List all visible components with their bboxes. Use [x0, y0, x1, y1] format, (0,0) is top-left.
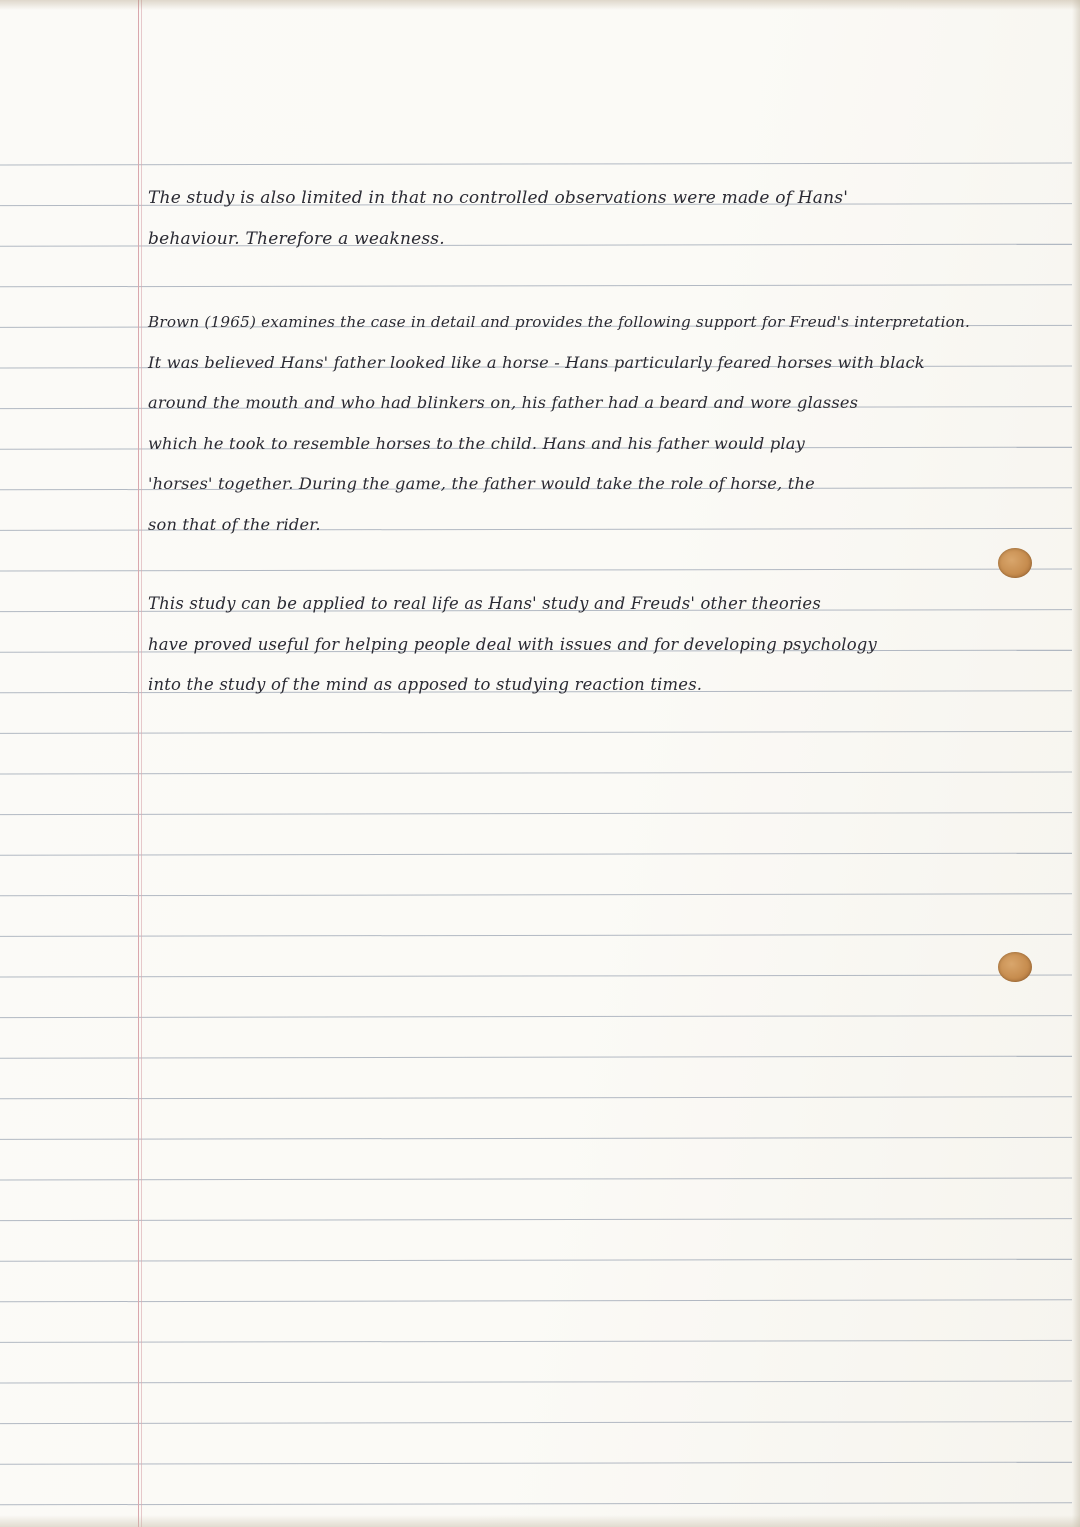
rule-line [0, 1259, 1072, 1261]
rule-line [0, 1178, 1072, 1180]
handwritten-line: which he took to resemble horses to the child. Hans and his father would play [148, 433, 805, 453]
paragraph-weakness [148, 178, 1068, 259]
handwritten-line: into the study of the mind as apposed to studying reaction times. [148, 675, 703, 694]
handwritten-line: behaviour. Therefore a weakness. [148, 228, 445, 249]
rule-line [0, 1340, 1072, 1342]
paragraph-brown-support [148, 302, 1068, 545]
rule-line [0, 934, 1072, 936]
page-top-edge [0, 0, 1080, 10]
rule-line [0, 853, 1072, 855]
rule-line [0, 1097, 1072, 1099]
handwritten-line: The study is also limited in that no controlled observations were made of Hans' [148, 188, 849, 208]
rule-line [0, 1300, 1072, 1302]
rule-line [0, 813, 1072, 815]
margin-line-secondary [141, 0, 142, 1527]
handwritten-line: It was believed Hans' father looked like a horse - Hans particularly feared horses with black [148, 352, 925, 372]
rule-line [0, 1381, 1072, 1383]
rule-line [0, 1422, 1072, 1424]
rule-line [0, 1016, 1072, 1018]
handwritten-line: This study can be applied to real life as Hans' study and Freuds' other theories [148, 594, 821, 613]
rule-line [0, 975, 1072, 977]
punch-hole-lower [998, 952, 1032, 982]
handwritten-line: son that of the rider. [148, 514, 321, 534]
handwritten-line: Brown (1965) examines the case in detail and provides the following support for Freud's interpretation. [148, 313, 971, 331]
rule-line [0, 285, 1072, 287]
rule-line [0, 1503, 1072, 1505]
rule-line [0, 1056, 1072, 1058]
page-right-edge [1072, 0, 1080, 1527]
rule-line [0, 1462, 1072, 1464]
page-bottom-edge [0, 1515, 1080, 1527]
rule-line [0, 163, 1072, 165]
margin-line [138, 0, 139, 1527]
rule-line [0, 569, 1072, 571]
handwritten-line: around the mouth and who had blinkers on, his father had a beard and wore glasses [148, 393, 859, 412]
rule-line [0, 894, 1072, 896]
rule-line [0, 731, 1072, 733]
rule-line [0, 1137, 1072, 1139]
paragraph-application [148, 584, 1068, 706]
handwritten-line: have proved useful for helping people deal with issues and for developing psychology [148, 634, 877, 654]
handwritten-line: 'horses' together. During the game, the father would take the role of horse, the [148, 474, 815, 493]
rule-line [0, 1219, 1072, 1221]
punch-hole-upper [998, 548, 1032, 578]
rule-line [0, 772, 1072, 774]
